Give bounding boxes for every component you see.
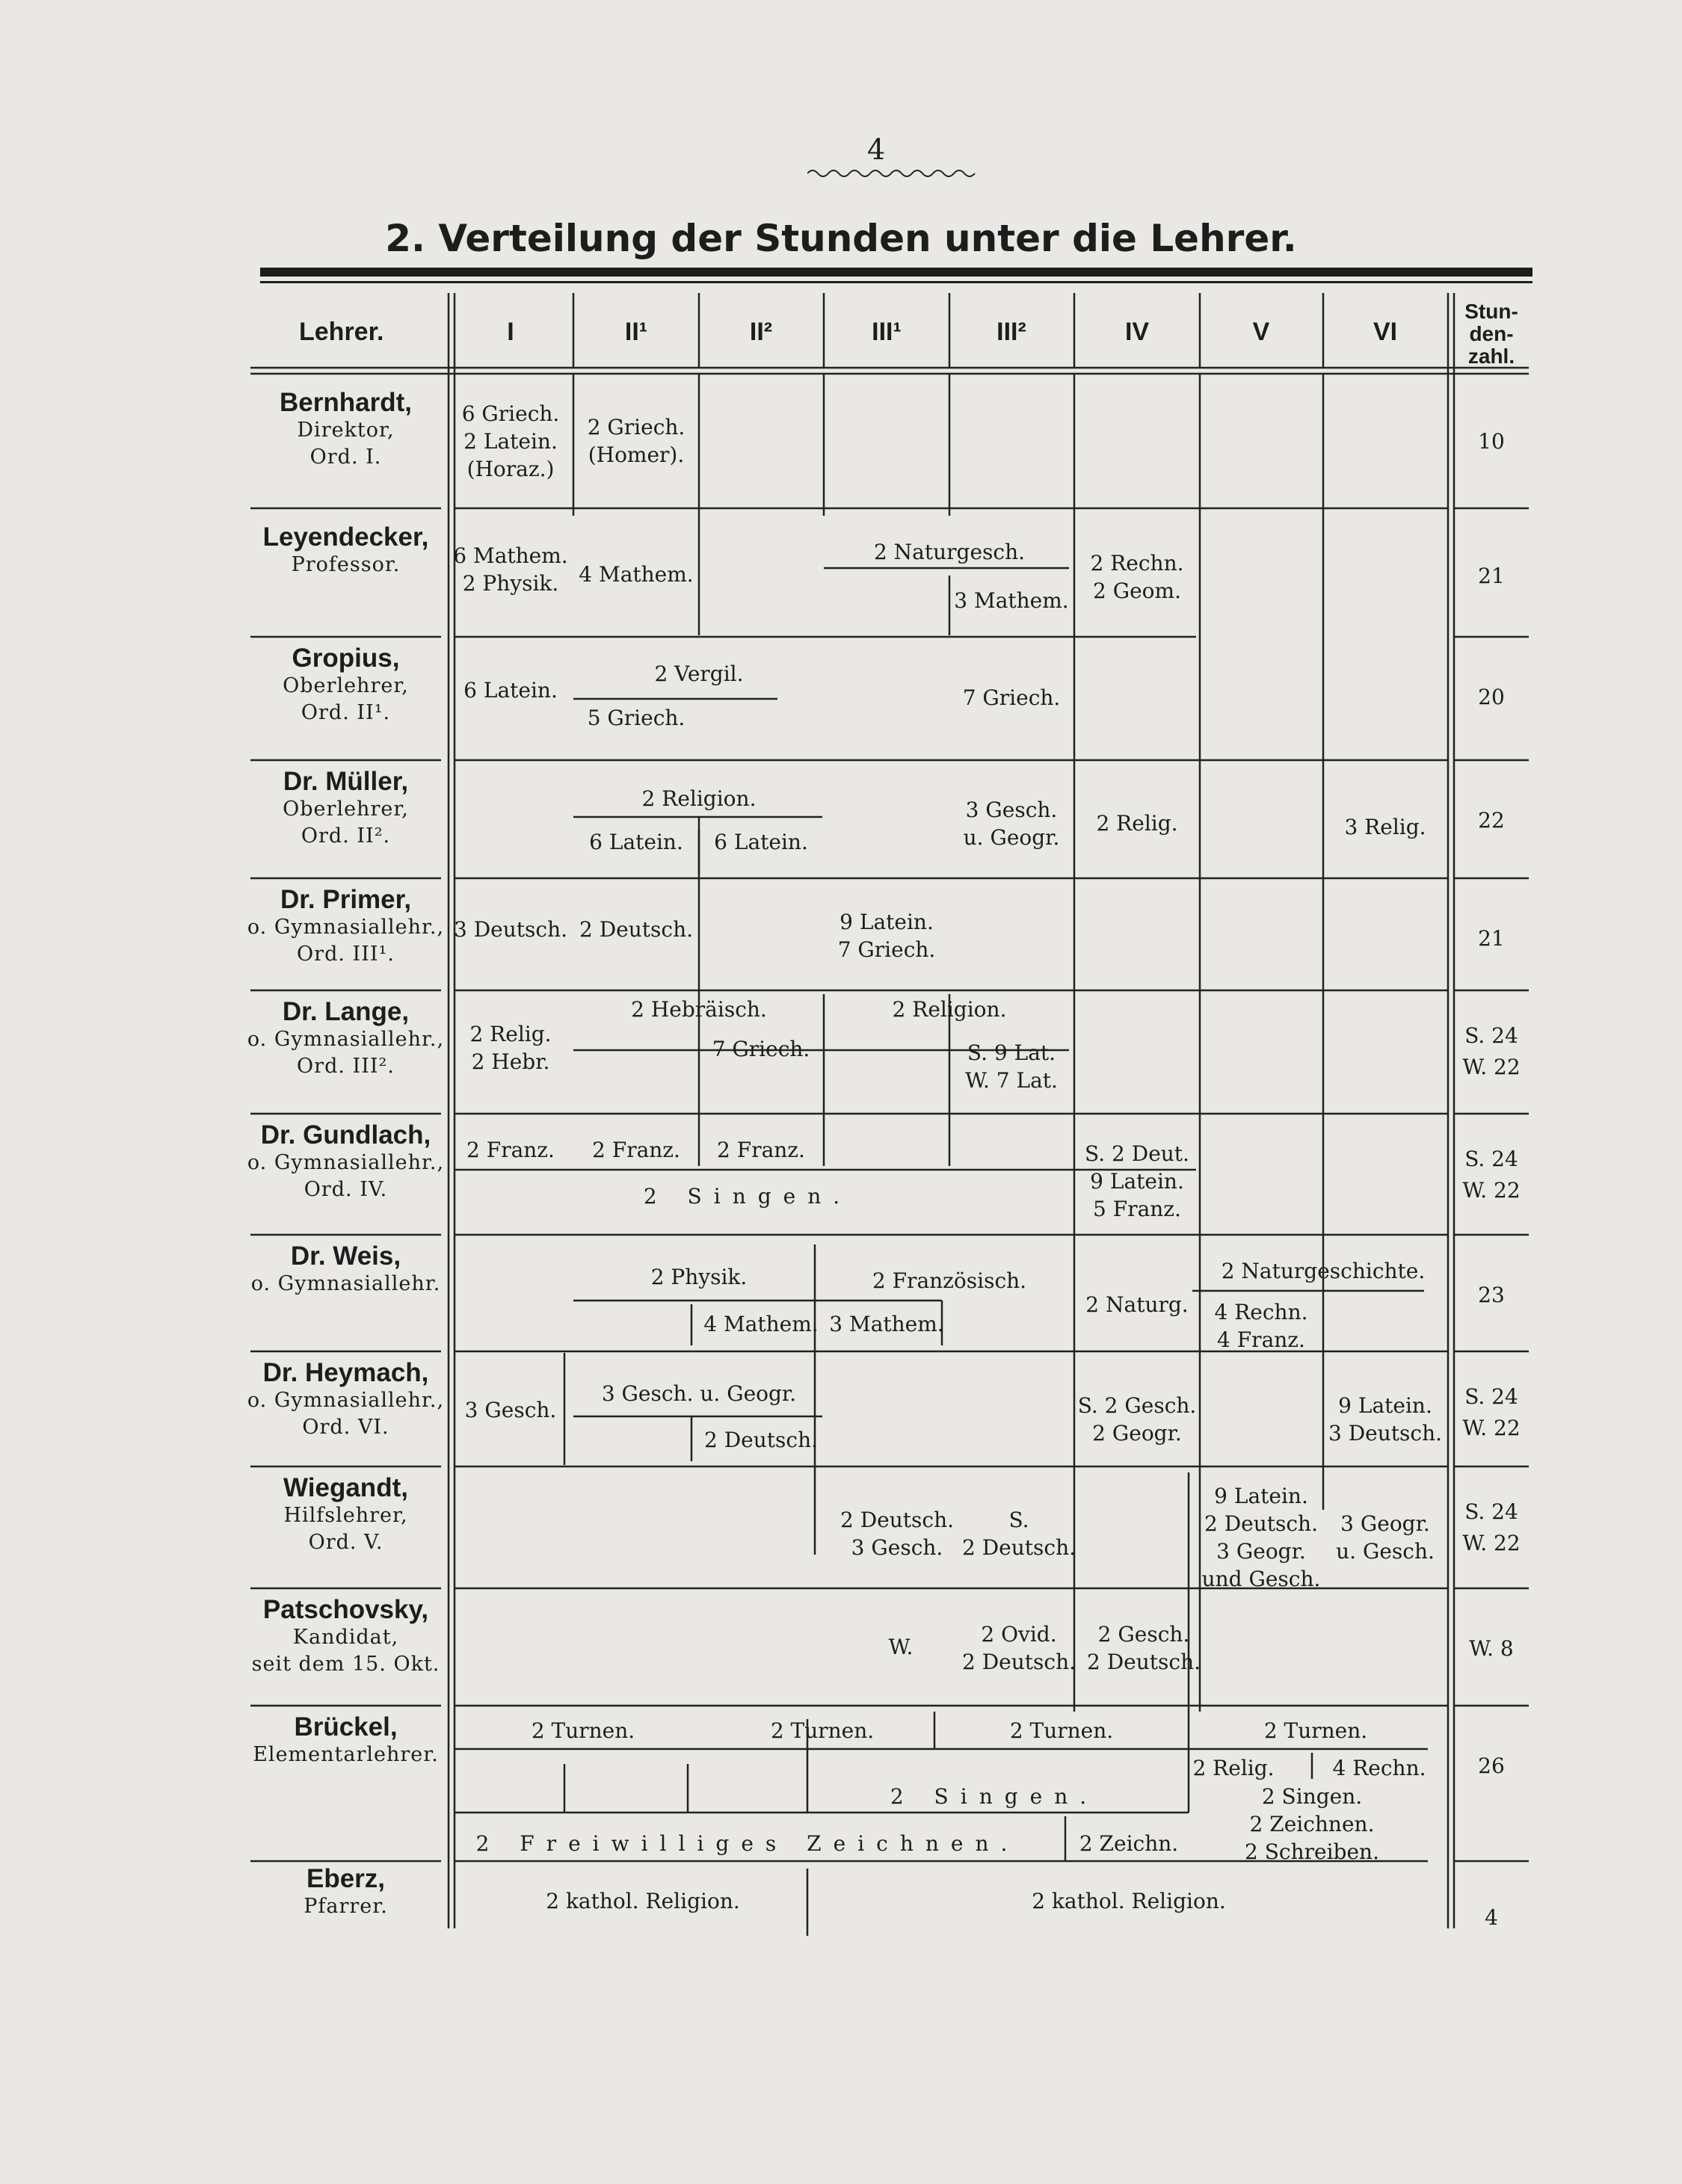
header-class-III1: III¹ bbox=[872, 318, 902, 346]
teacher-role: Oberlehrer, bbox=[283, 798, 409, 821]
schedule-cell: 2 Turnen. bbox=[770, 1718, 875, 1743]
teacher-1 bbox=[247, 523, 445, 579]
teacher-role: Direktor, bbox=[297, 419, 395, 442]
schedule-cell: S. 2 Deutsch. bbox=[961, 1508, 1076, 1560]
schedule-cell: 3 Gesch. u. Geogr. bbox=[963, 798, 1060, 850]
schedule-cell: 3 Gesch. bbox=[464, 1398, 557, 1422]
teacher-name: Eberz, bbox=[306, 1864, 386, 1893]
teacher-8 bbox=[247, 1359, 445, 1441]
teacher-9 bbox=[247, 1474, 445, 1556]
schedule-cell: 2 Deutsch. bbox=[703, 1428, 819, 1452]
schedule-cell: 2 Religion. bbox=[641, 786, 757, 811]
teacher-role: Ord. I. bbox=[309, 445, 382, 469]
schedule-cell: 2 Franz. bbox=[592, 1138, 680, 1162]
schedule-cell: 4 Mathem. bbox=[703, 1312, 819, 1336]
teacher-2 bbox=[247, 644, 445, 727]
header-total: Stun-den-zahl. bbox=[1464, 300, 1518, 368]
teacher-total bbox=[1458, 1902, 1525, 1934]
teacher-name: Dr. Gundlach, bbox=[260, 1120, 431, 1150]
teacher-name: Bernhardt, bbox=[280, 388, 412, 417]
schedule-cell-spaced: 2 Freiwilliges Zeichnen. bbox=[475, 1831, 1020, 1856]
schedule-cell: 2 Naturgesch. bbox=[873, 540, 1026, 564]
teacher-role: seit dem 15. Okt. bbox=[251, 1653, 440, 1676]
teacher-12 bbox=[247, 1865, 445, 1920]
schedule-cell: 5 Griech. bbox=[587, 706, 686, 730]
schedule-cell: 2 kathol. Religion. bbox=[1032, 1889, 1226, 1913]
schedule-cell: S. 9 Lat. W. 7 Lat. bbox=[965, 1040, 1058, 1093]
schedule-cell: 7 Griech. bbox=[962, 685, 1061, 710]
schedule-cell: 2 Relig. bbox=[1192, 1756, 1275, 1780]
teacher-role: Kandidat, bbox=[292, 1626, 399, 1649]
schedule-cell: 2 Rechn. 2 Geom. bbox=[1090, 551, 1184, 603]
total-value: 10 bbox=[1478, 429, 1505, 454]
teacher-total bbox=[1458, 1750, 1525, 1782]
schedule-cell: 2 Deutsch. bbox=[579, 917, 694, 942]
teacher-3 bbox=[247, 768, 445, 850]
teacher-role: o. Gymnasiallehr., bbox=[247, 1028, 445, 1051]
header-class-V: V bbox=[1252, 318, 1270, 346]
teacher-total bbox=[1458, 1381, 1525, 1444]
teacher-role: Ord. V. bbox=[308, 1531, 383, 1554]
schedule-cell: 9 Latein. 3 Deutsch. bbox=[1328, 1393, 1443, 1446]
teacher-total bbox=[1458, 1144, 1525, 1206]
schedule-cell: 2 Deutsch. 3 Gesch. bbox=[840, 1508, 955, 1560]
teacher-total bbox=[1458, 561, 1525, 592]
teacher-name: Leyendecker, bbox=[262, 522, 429, 552]
total-value: S. 24 bbox=[1464, 1384, 1518, 1409]
teacher-role: o. Gymnasiallehr. bbox=[250, 1272, 441, 1295]
schedule-cell: 2 Franz. bbox=[717, 1138, 805, 1162]
total-value: 4 bbox=[1485, 1905, 1498, 1930]
schedule-cell: 3 Mathem. bbox=[954, 588, 1069, 613]
teacher-role: Ord. II². bbox=[301, 824, 391, 848]
teacher-role: Ord. IV. bbox=[304, 1178, 388, 1201]
teacher-role: Ord. VI. bbox=[302, 1416, 389, 1439]
total-value: 21 bbox=[1478, 564, 1505, 588]
teacher-total bbox=[1458, 1633, 1525, 1665]
schedule-cell: 6 Latein. bbox=[589, 830, 683, 854]
total-value: W. 22 bbox=[1462, 1055, 1521, 1079]
schedule-cell: 2 Religion. bbox=[892, 997, 1007, 1022]
teacher-role: o. Gymnasiallehr., bbox=[247, 916, 445, 939]
schedule-cell: 2 Singen. 2 Zeichnen. 2 Schreiben. bbox=[1245, 1784, 1379, 1864]
schedule-cell: 2 Griech. (Homer). bbox=[587, 415, 686, 467]
schedule-cell: 7 Griech. bbox=[712, 1037, 810, 1061]
schedule-cell: 4 Rechn. bbox=[1332, 1756, 1426, 1780]
schedule-cell: 2 Hebräisch. bbox=[631, 997, 767, 1022]
schedule-cell: 3 Deutsch. bbox=[453, 917, 568, 942]
schedule-cell: 2 Naturg. bbox=[1085, 1292, 1189, 1317]
teacher-5 bbox=[247, 998, 445, 1080]
schedule-cell: 3 Mathem. bbox=[829, 1312, 944, 1336]
teacher-role: Hilfslehrer, bbox=[283, 1504, 408, 1527]
schedule-cell: 2 Ovid. 2 Deutsch. bbox=[961, 1622, 1076, 1674]
schedule-cell: 4 Rechn. 4 Franz. bbox=[1214, 1300, 1308, 1352]
schedule-cell: 3 Geogr. u. Gesch. bbox=[1336, 1511, 1435, 1564]
schedule-cell: 3 Relig. bbox=[1344, 815, 1426, 839]
schedule-cell: W. bbox=[888, 1635, 914, 1659]
teacher-name: Dr. Primer, bbox=[280, 885, 412, 914]
schedule-cell: 2 Vergil. bbox=[654, 661, 744, 686]
schedule-cell: 2 Französisch. bbox=[872, 1268, 1027, 1293]
schedule-cell: 2 kathol. Religion. bbox=[546, 1889, 740, 1913]
teacher-name: Dr. Heymach, bbox=[262, 1358, 429, 1387]
schedule-cell: 2 Relig. 2 Hebr. bbox=[469, 1022, 552, 1074]
schedule-cell: 2 Zeichn. bbox=[1079, 1831, 1179, 1856]
schedule-cell: 2 Physik. bbox=[650, 1265, 748, 1289]
header-class-IV: IV bbox=[1124, 318, 1150, 346]
teacher-total bbox=[1458, 1280, 1525, 1311]
teacher-total bbox=[1458, 1020, 1525, 1083]
header-lehrer: Lehrer. bbox=[299, 318, 384, 346]
teacher-total bbox=[1458, 923, 1525, 954]
total-value: S. 24 bbox=[1464, 1499, 1518, 1524]
header-class-III2: III² bbox=[996, 318, 1026, 346]
header-class-II1: II¹ bbox=[624, 318, 648, 346]
teacher-role: Ord. III¹. bbox=[297, 943, 395, 966]
total-value: 22 bbox=[1478, 808, 1505, 833]
schedule-cell: 2 Franz. bbox=[466, 1138, 555, 1162]
page-number: 4 bbox=[867, 133, 886, 166]
schedule-cell: 2 Naturgeschichte. bbox=[1221, 1259, 1426, 1283]
teacher-role: Ord. III². bbox=[297, 1055, 395, 1078]
schedule-cell: 4 Mathem. bbox=[579, 562, 694, 587]
teacher-role: o. Gymnasiallehr., bbox=[247, 1389, 445, 1412]
header-class-II2: II² bbox=[749, 318, 773, 346]
total-value: 21 bbox=[1478, 926, 1505, 951]
teacher-7 bbox=[247, 1242, 445, 1298]
schedule-cell: 9 Latein. 2 Deutsch. 3 Geogr. und Gesch. bbox=[1201, 1484, 1321, 1591]
total-value: W. 22 bbox=[1462, 1178, 1521, 1203]
teacher-name: Dr. Weis, bbox=[290, 1241, 401, 1271]
teacher-total bbox=[1458, 682, 1525, 713]
total-value: W. 22 bbox=[1462, 1531, 1521, 1555]
teacher-total bbox=[1458, 426, 1525, 457]
schedule-cell: 6 Latein. bbox=[714, 830, 808, 854]
schedule-cell: 6 Griech. 2 Latein. (Horaz.) bbox=[461, 401, 560, 481]
page-title: 2. Verteilung der Stunden unter die Lehrer. bbox=[385, 217, 1297, 260]
teacher-name: Gropius, bbox=[292, 644, 400, 673]
total-value: 20 bbox=[1478, 685, 1505, 709]
teacher-total bbox=[1458, 1496, 1525, 1559]
schedule-cell: 2 Gesch. 2 Deutsch. bbox=[1086, 1622, 1201, 1674]
total-value: S. 24 bbox=[1464, 1023, 1518, 1048]
schedule-cell: 3 Gesch. u. Geogr. bbox=[601, 1381, 797, 1406]
teacher-name: Brückel, bbox=[294, 1712, 398, 1742]
schedule-cell: 2 Turnen. bbox=[1263, 1718, 1368, 1743]
header-class-VI: VI bbox=[1373, 318, 1398, 346]
schedule-cell: 6 Mathem. 2 Physik. bbox=[453, 543, 568, 596]
schedule-cell: 6 Latein. bbox=[463, 678, 558, 703]
teacher-role: Ord. II¹. bbox=[301, 701, 391, 724]
teacher-0 bbox=[247, 389, 445, 471]
teacher-10 bbox=[247, 1596, 445, 1678]
teacher-name: Wiegandt, bbox=[283, 1473, 408, 1502]
total-value: W. 8 bbox=[1469, 1636, 1514, 1661]
teacher-6 bbox=[247, 1121, 445, 1203]
schedule-cell: 2 Turnen. bbox=[1009, 1718, 1114, 1743]
total-value: 23 bbox=[1478, 1283, 1505, 1307]
teacher-total bbox=[1458, 805, 1525, 836]
teacher-name: Dr. Lange, bbox=[282, 997, 410, 1026]
total-value: W. 22 bbox=[1462, 1416, 1521, 1440]
teacher-role: o. Gymnasiallehr., bbox=[247, 1151, 445, 1174]
total-value: S. 24 bbox=[1464, 1147, 1518, 1171]
teacher-role: Pfarrer. bbox=[304, 1895, 388, 1918]
teacher-role: Elementarlehrer. bbox=[253, 1743, 439, 1766]
schedule-cell-spaced: 2 Singen. bbox=[890, 1784, 1099, 1809]
teacher-name: Dr. Müller, bbox=[283, 767, 409, 796]
total-value: 26 bbox=[1478, 1753, 1505, 1778]
schedule-cell: 2 Relig. bbox=[1096, 811, 1178, 836]
teacher-4 bbox=[247, 886, 445, 968]
teacher-11 bbox=[247, 1713, 445, 1768]
teacher-role: Oberlehrer, bbox=[283, 674, 409, 697]
header-class-I: I bbox=[507, 318, 514, 346]
schedule-cell-spaced: 2 Singen. bbox=[643, 1184, 852, 1209]
schedule-cell: 2 Turnen. bbox=[531, 1718, 635, 1743]
schedule-cell: 9 Latein. 7 Griech. bbox=[837, 910, 936, 962]
schedule-cell: S. 2 Deut. 9 Latein. 5 Franz. bbox=[1085, 1141, 1189, 1221]
teacher-role: Professor. bbox=[291, 553, 401, 576]
schedule-cell: S. 2 Gesch. 2 Geogr. bbox=[1077, 1393, 1197, 1446]
teacher-name: Patschovsky, bbox=[262, 1595, 429, 1624]
